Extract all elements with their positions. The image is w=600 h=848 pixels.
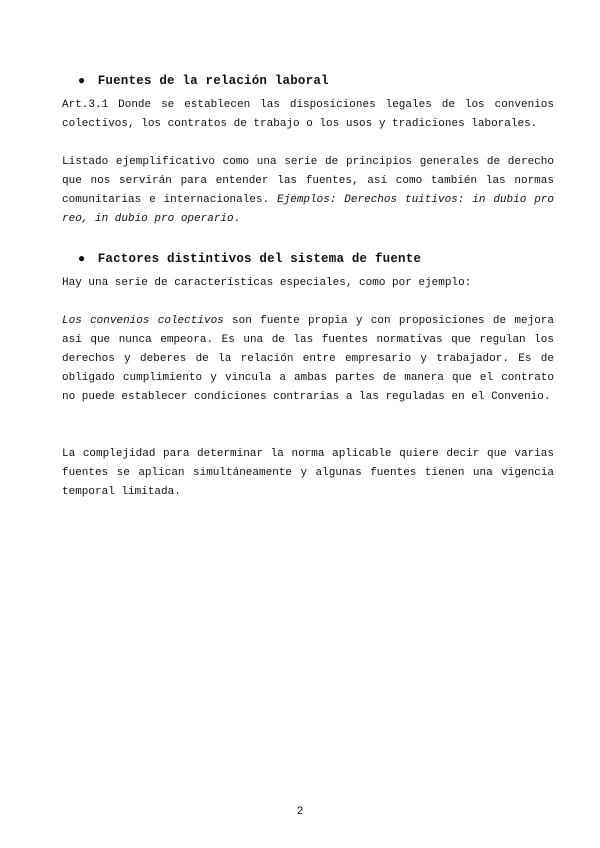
bullet-icon: ● <box>78 252 86 266</box>
paragraph-art-3-1 <box>62 96 554 134</box>
paragraph-convenios <box>62 312 554 407</box>
section-heading-fuentes <box>78 72 329 91</box>
page-number: 2 <box>296 806 304 818</box>
paragraph-tail: . <box>233 213 241 225</box>
paragraph-text: son fuente propia y con proposiciones de mejora así que nunca empeora. Es una de las fuentes normativas que regulan los derechos y deberes de la relación entre empresario y trabajador. Es de obligado cumplimiento y vincula a ambas partes de manera que el contrato no puede establecer condiciones contrarias a las reguladas en el Convenio. <box>62 315 554 403</box>
paragraph-caracteristicas <box>62 274 554 293</box>
section-heading-factores <box>78 250 421 269</box>
paragraph-listado <box>62 153 554 229</box>
paragraph-italic-text: Los convenios colectivos <box>62 315 224 327</box>
bullet-icon: ● <box>78 74 86 88</box>
paragraph-text: La complejidad para determinar la norma aplicable quiere decir que varias fuentes se aplican simultáneamente y algunas fuentes tienen una vigencia temporal limitada. <box>62 448 554 498</box>
paragraph-text: Hay una serie de características especiales, como por ejemplo: <box>62 277 472 289</box>
paragraph-italic-text: Ejemplos: Derechos tuitivos: in dubio pro reo, in dubio pro operario <box>62 194 554 225</box>
paragraph-complejidad <box>62 445 554 502</box>
paragraph-text: Art.3.1 Donde se establecen las disposiciones legales de los convenios colectivos, los contratos de trabajo o los usos y tradiciones laborales. <box>62 99 554 130</box>
section-title: Fuentes de la relación laboral <box>97 74 329 88</box>
section-title: Factores distintivos del sistema de fuente <box>97 252 422 266</box>
paragraph-text: Listado ejemplificativo como una serie de principios generales de derecho que nos servirán para entender las fuentes, así como también las normas comunitarias e internacionales. <box>62 156 554 206</box>
